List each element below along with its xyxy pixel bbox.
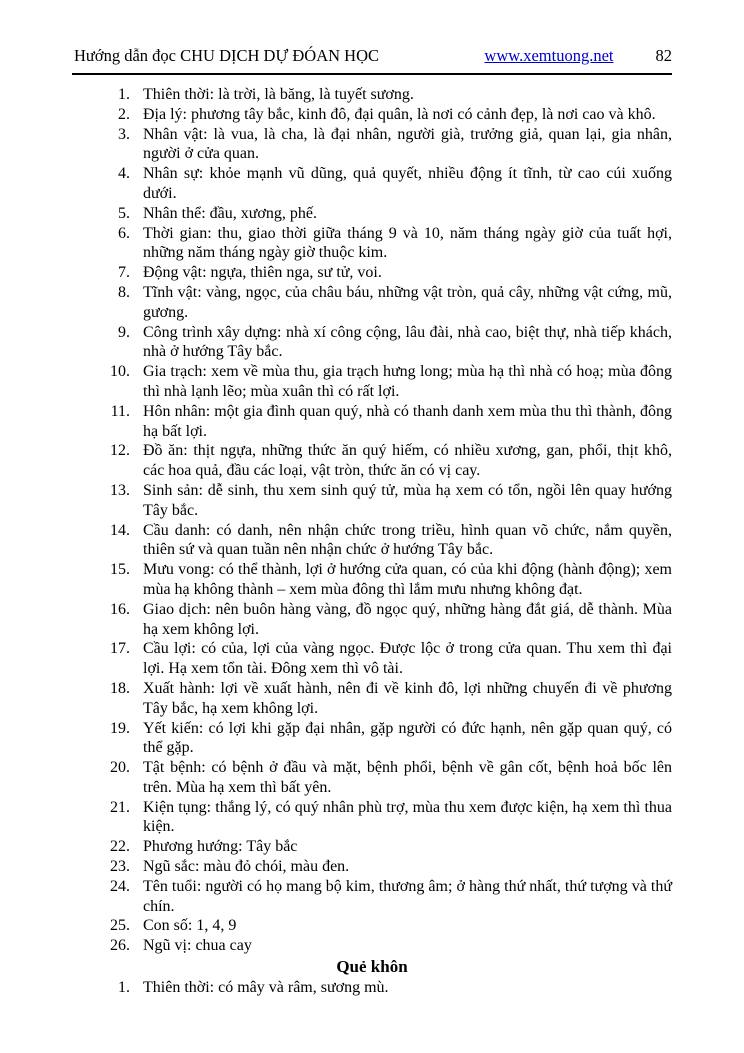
list-item xyxy=(72,441,672,481)
list-item-text: Sinh sản: dễ sinh, thu xem sinh quý tử, mùa hạ xem có tổn, ngồi lên quay hướng Tây bắc. xyxy=(143,481,672,519)
list-item-text: Ngũ sắc: màu đỏ chói, màu đen. xyxy=(143,858,350,876)
list-item-number: 26. xyxy=(110,937,130,955)
list-item-number: 8. xyxy=(118,283,130,301)
list-item-text: Kiện tụng: thắng lý, có quý nhân phù trợ, mùa thu xem được kiện, hạ xem thì thua kiện. xyxy=(143,798,672,836)
list-item-text: Con số: 1, 4, 9 xyxy=(143,917,237,935)
header-website-link[interactable]: www.xemtuong.net xyxy=(484,46,614,65)
list-item-text: Thiên thời: là trời, là băng, là tuyết sương. xyxy=(143,86,414,103)
list-item xyxy=(72,224,672,264)
list-item xyxy=(72,837,672,857)
list-item xyxy=(72,125,672,165)
list-item-number: 11. xyxy=(110,402,130,420)
list-item-number: 21. xyxy=(110,798,130,816)
list-item xyxy=(72,481,672,521)
page-header xyxy=(0,0,744,66)
list-item xyxy=(72,402,672,442)
list-item xyxy=(72,521,672,561)
list-item-number: 13. xyxy=(110,481,130,499)
section-1-list xyxy=(72,85,672,956)
list-item-text: Động vật: ngựa, thiên nga, sư tử, voi. xyxy=(143,264,382,282)
list-item-number: 18. xyxy=(110,679,130,697)
list-item-text: Tĩnh vật: vàng, ngọc, của châu báu, những vật tròn, quả cây, những vật cứng, mũ, gương. xyxy=(143,283,672,321)
list-item-text: Hôn nhân: một gia đình quan quý, nhà có thanh danh xem mùa thu thì thành, đông hạ bất lợi. xyxy=(143,402,672,440)
list-item xyxy=(72,679,672,719)
list-item-text: Yết kiến: có lợi khi gặp đại nhân, gặp người có đức hạnh, nên gặp quan quý, có thể gặp. xyxy=(143,719,672,757)
page-number: 82 xyxy=(655,46,672,65)
list-item xyxy=(72,758,672,798)
list-item-number: 3. xyxy=(118,125,130,143)
list-item xyxy=(72,362,672,402)
list-item-text: Cầu lợi: có của, lợi của vàng ngọc. Được lộc ở trong cửa quan. Thu xem thì đại lợi. Hạ xem tổn tài. Đông xem thì vô tài. xyxy=(143,640,672,678)
list-item-number: 20. xyxy=(110,759,130,777)
list-item-text: Nhân vật: là vua, là cha, là đại nhân, người già, trưởng giả, quan lại, gia nhân, người ở cửa quan. xyxy=(143,125,672,163)
list-item-text: Tên tuổi: người có họ mang bộ kim, thương âm; ở hàng thứ nhất, thứ tượng và thứ chín. xyxy=(143,877,672,915)
list-item-text: Cầu danh: có danh, nên nhận chức trong triều, hình quan võ chức, nắm quyền, thiên sứ và quan tuần nên nhận chức ở hướng Tây bắc. xyxy=(143,521,672,559)
list-item-number: 9. xyxy=(118,323,130,341)
list-item-text: Địa lý: phương tây bắc, kinh đô, đại quân, là nơi có cảnh đẹp, là nơi cao và khô. xyxy=(143,105,656,123)
list-item xyxy=(72,877,672,917)
list-item-number: 6. xyxy=(118,224,130,242)
list-item-number: 1. xyxy=(118,978,130,996)
list-item-text: Ngũ vị: chua cay xyxy=(143,937,252,955)
list-item xyxy=(72,978,672,998)
list-item xyxy=(72,600,672,640)
list-item-text: Phương hướng: Tây bắc xyxy=(143,838,298,856)
list-item-text: Nhân sự: khỏe mạnh vũ dũng, quả quyết, nhiều động ít tĩnh, từ cao cúi xuống dưới. xyxy=(143,165,672,202)
list-item-text: Gia trạch: xem về mùa thu, gia trạch hưng long; mùa hạ thì nhà có hoạ; mùa đông thì nhà lạnh lẽo; mùa xuân thì có rất lợi. xyxy=(143,363,672,400)
section-heading: Quẻ khôn xyxy=(336,957,408,977)
header-title: Hướng dẫn đọc CHU DỊCH DỰ ĐÓAN HỌC xyxy=(74,46,379,65)
list-item-number: 4. xyxy=(118,165,130,183)
list-item-number: 15. xyxy=(110,561,130,579)
list-item xyxy=(72,204,672,224)
list-item-number: 10. xyxy=(110,363,130,381)
list-item xyxy=(72,936,672,956)
list-item xyxy=(72,560,672,600)
list-item xyxy=(72,639,672,679)
list-item-number: 5. xyxy=(118,204,130,222)
list-item xyxy=(72,283,672,323)
list-item-text: Đồ ăn: thịt ngựa, những thức ăn quý hiếm, có nhiều xương, gan, phổi, thịt khô, các hoa quả, đầu các loại, vật tròn, thức ăn có vị cay. xyxy=(143,442,672,480)
list-item-number: 22. xyxy=(110,838,130,856)
list-item xyxy=(72,85,672,105)
list-item-text: Thời gian: thu, giao thời giữa tháng 9 và 10, năm tháng ngày giờ của tuất hợi, những năm tháng ngày giờ thuộc kim. xyxy=(143,224,672,262)
list-item-number: 19. xyxy=(110,719,130,737)
list-item-text: Xuất hành: lợi về xuất hành, nên đi về kinh đô, lợi những chuyến đi về phương Tây bắc, hạ xem không lợi. xyxy=(143,679,672,717)
list-item-number: 24. xyxy=(110,877,130,895)
section-2-list xyxy=(72,978,672,998)
list-item-number: 17. xyxy=(110,640,130,658)
list-item xyxy=(72,916,672,936)
list-item xyxy=(72,323,672,363)
list-item-text: Giao dịch: nên buôn hàng vàng, đồ ngọc quý, những hàng đắt giá, dễ thành. Mùa hạ xem không lợi. xyxy=(143,600,672,638)
list-item xyxy=(72,263,672,283)
list-item-number: 7. xyxy=(118,264,130,282)
list-item xyxy=(72,719,672,759)
list-item-number: 1. xyxy=(118,86,130,103)
list-item xyxy=(72,105,672,125)
list-item xyxy=(72,798,672,838)
list-item-text: Nhân thể: đầu, xương, phế. xyxy=(143,204,317,222)
list-item-number: 12. xyxy=(110,442,130,460)
list-item-number: 25. xyxy=(110,917,130,935)
list-item-number: 2. xyxy=(118,105,130,123)
document-body xyxy=(0,75,744,998)
list-item-text: Tật bệnh: có bệnh ở đầu và mặt, bệnh phổi, bệnh về gân cốt, bệnh hoả bốc lên trên. Mùa hạ xem thì bất yên. xyxy=(143,759,672,796)
list-item xyxy=(72,857,672,877)
list-item-number: 14. xyxy=(110,521,130,539)
list-item-text: Mưu vong: có thể thành, lợi ở hướng cửa quan, có của khi động (hành động); xem mùa hạ không thành – xem mùa đông thì lắm mưu nhưng không đạt. xyxy=(143,561,672,598)
list-item-number: 16. xyxy=(110,600,130,618)
list-item-text: Thiên thời: có mây và râm, sương mù. xyxy=(143,978,389,996)
list-item-text: Công trình xây dựng: nhà xí công cộng, lâu đài, nhà cao, biệt thự, nhà tiếp khách, nhà ở hướng Tây bắc. xyxy=(143,323,672,361)
list-item-number: 23. xyxy=(110,858,130,876)
list-item xyxy=(72,164,672,204)
